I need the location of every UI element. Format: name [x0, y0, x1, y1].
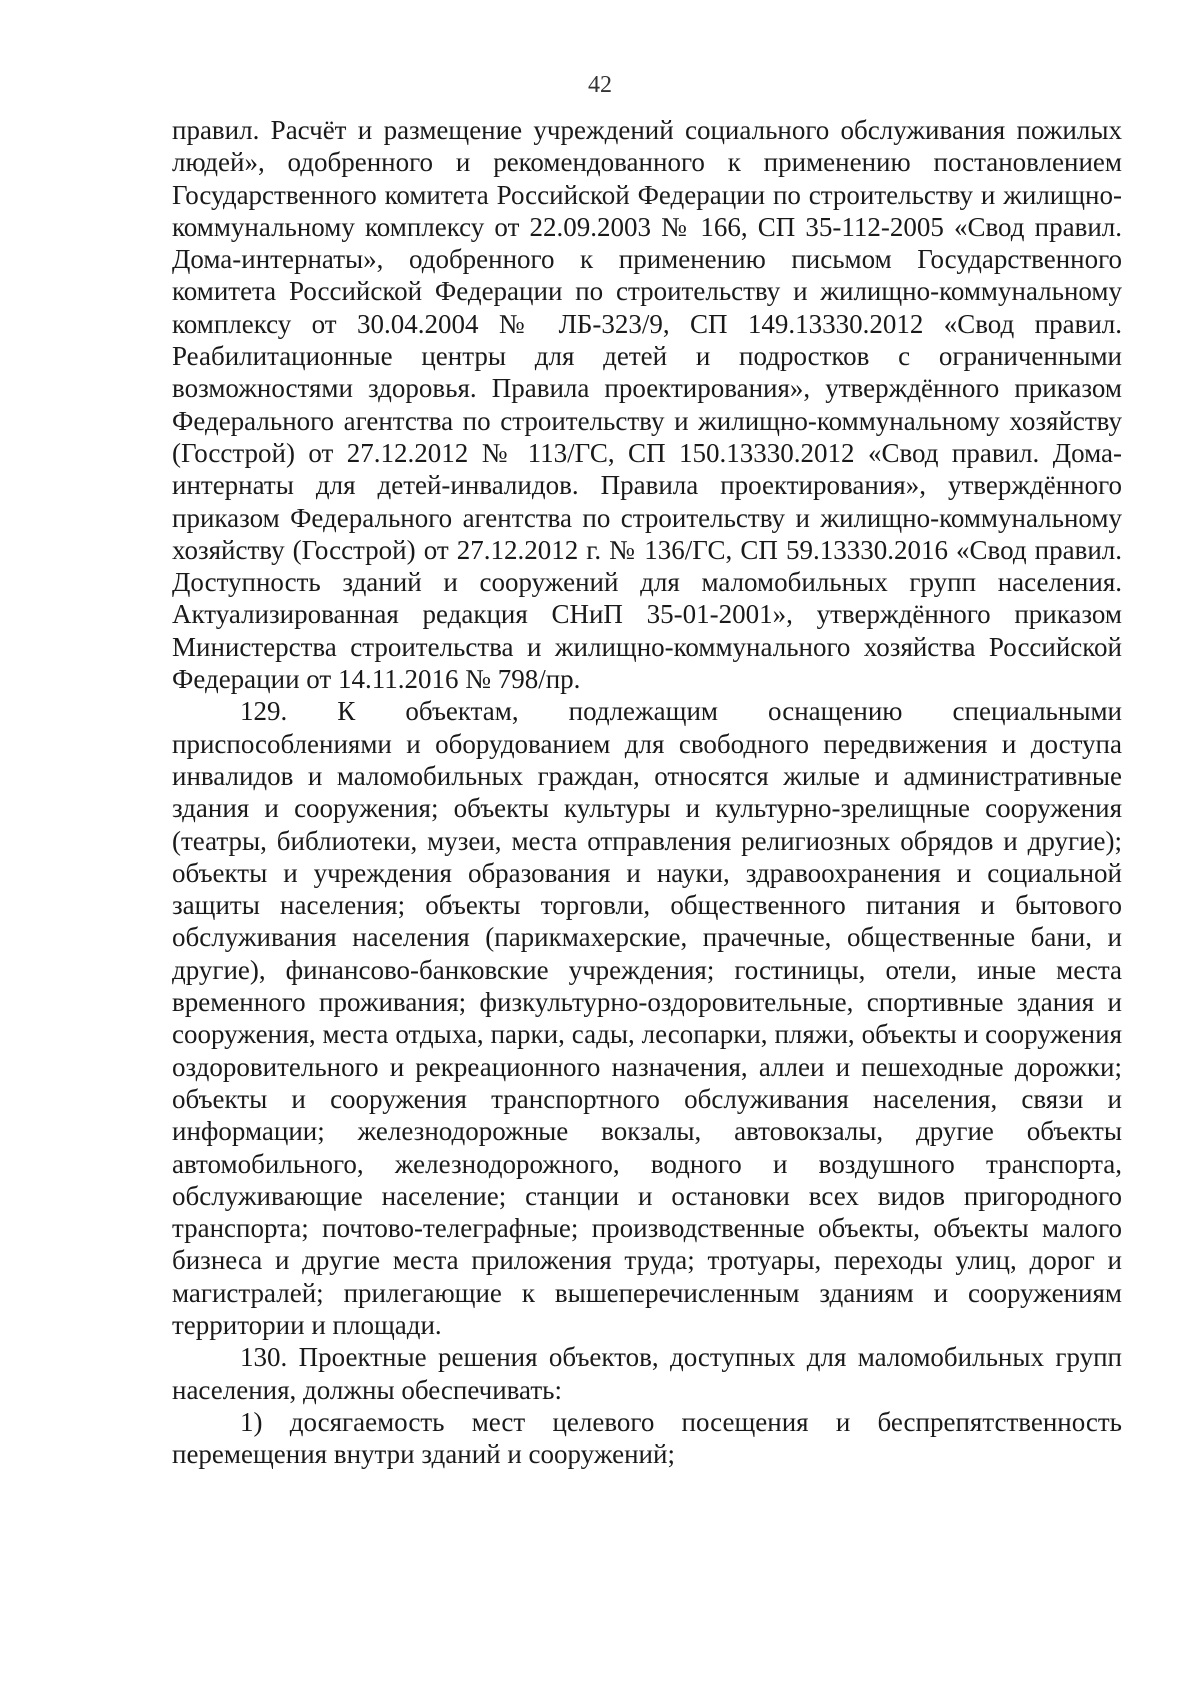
paragraph-130: 130. Проектные решения объектов, доступных для маломобильных групп населения, должны обеспечивать:	[172, 1342, 1122, 1405]
page-number: 42	[588, 72, 612, 98]
document-body	[172, 114, 1122, 1470]
paragraph-regulations-list: правил. Расчёт и размещение учреждений социального обслуживания пожилых людей», одобренного и рекомендованного к применению постановлением Государственного комитета Российской Федерации по строительству и жилищно-коммунальному комплексу от 22.09.2003 № 166, СП 35-112-2005 «Свод правил. Дома-интернаты», одобренного к применению письмом Государственного комитета Российской Федерации по строительству и жилищно-коммунальному комплексу от 30.04.2004 № ЛБ-323/9, СП 149.13330.2012 «Свод правил. Реабилитационные центры для детей и подростков с ограниченными возможностями здоровья. Правила проектирования», утверждённого приказом Федерального агентства по строительству и жилищно-коммунальному хозяйству (Госстрой) от 27.12.2012 № 113/ГС, СП 150.13330.2012 «Свод правил. Дома-интернаты для детей-инвалидов. Правила проектирования», утверждённого приказом Федерального агентства по строительству и жилищно-коммунальному хозяйству (Госстрой) от 27.12.2012 г. № 136/ГС, СП 59.13330.2016 «Свод правил. Доступность зданий и сооружений для маломобильных групп населения. Актуализированная редакция СНиП 35-01-2001», утверждённого приказом Министерства строительства и жилищно-коммунального хозяйства Российской Федерации от 14.11.2016 № 798/пр.	[172, 115, 1122, 695]
paragraph-130-item-1: 1) досягаемость мест целевого посещения и беспрепятственность перемещения внутри зданий и сооружений;	[172, 1406, 1122, 1470]
paragraph-129: 129. К объектам, подлежащим оснащению специальными приспособлениями и оборудованием для свободного передвижения и доступа инвалидов и маломобильных граждан, относятся жилые и административные здания и сооружения; объекты культуры и культурно-зрелищные сооружения (театры, библиотеки, музеи, места отправления религиозных обрядов и другие); объекты и учреждения образования и науки, здравоохранения и социальной защиты населения; объекты торговли, общественного питания и бытового обслуживания населения (парикмахерские, прачечные, общественные бани, и другие), финансово-банковские учреждения; гостиницы, отели, иные места временного проживания; физкультурно-оздоровительные, спортивные здания и сооружения, места отдыха, парки, сады, лесопарки, пляжи, объекты и сооружения оздоровительного и рекреационного назначения, аллеи и пешеходные дорожки; объекты и сооружения транспортного обслуживания населения, связи и информации; железнодорожные вокзалы, автовокзалы, другие объекты автомобильного, железнодорожного, водного и воздушного транспорта, обслуживающие население; станции и остановки всех видов пригородного транспорта; почтово-телеграфные; производственные объекты, объекты малого бизнеса и другие места приложения труда; тротуары, переходы улиц, дорог и магистралей; прилегающие к вышеперечисленным зданиям и сооружениям территории и площади.	[172, 696, 1122, 1340]
